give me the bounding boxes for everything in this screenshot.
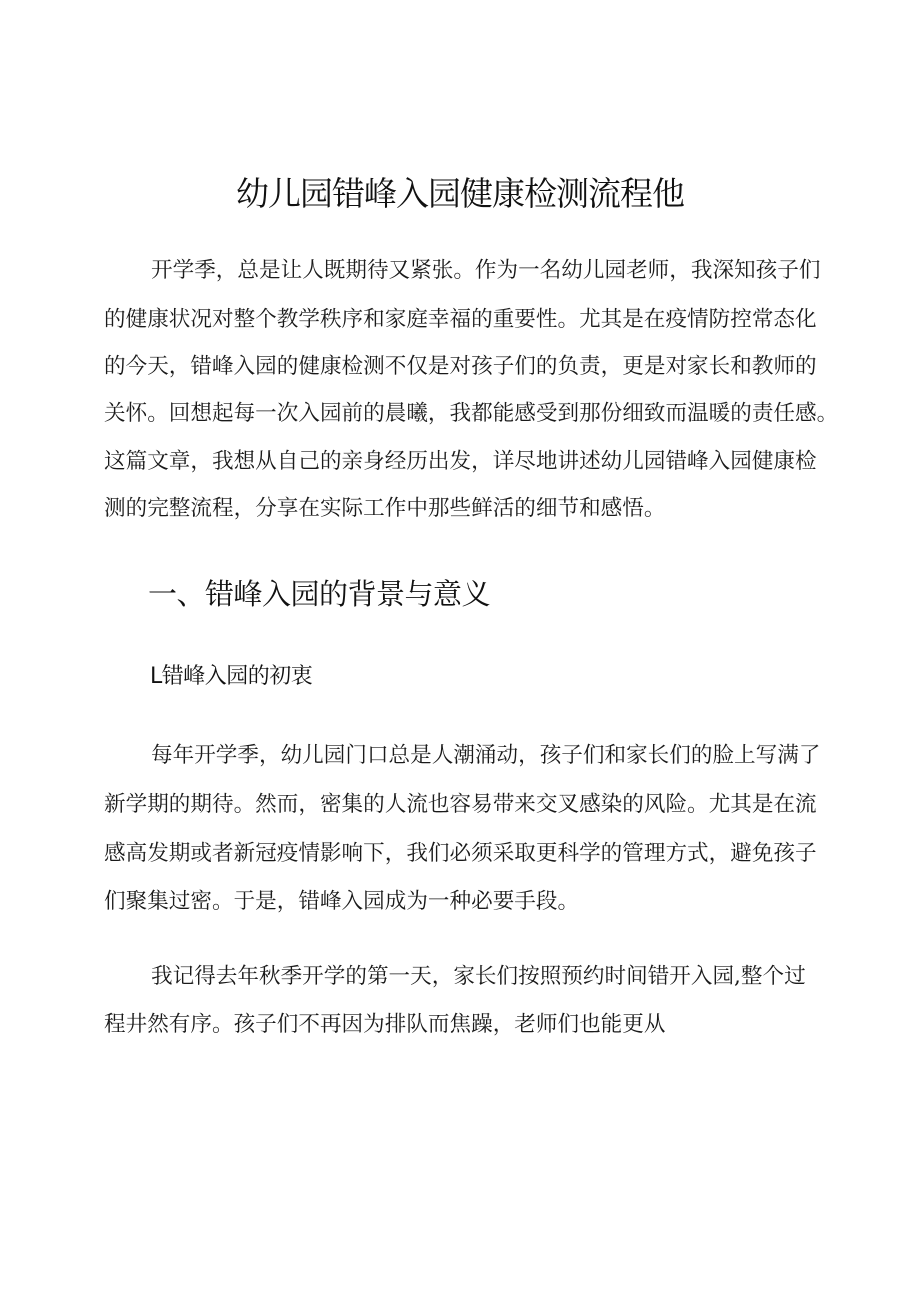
body-line: 我记得去年秋季开学的第一天，家长们按照预约时间错开入园,整个过 <box>151 964 806 989</box>
body-line: 每年开学季，幼儿园门口总是人潮涌动，孩子们和家长们的脸上写满了 <box>151 743 821 768</box>
intro-line: 的今天，错峰入园的健康检测不仅是对孩子们的负责，更是对家长和教师的 <box>104 354 817 379</box>
body-line: 感高发期或者新冠疫情影响下，我们必须采取更科学的管理方式，避免孩子 <box>104 841 817 866</box>
intro-line: 这篇文章，我想从自己的亲身经历出发，详尽地讲述幼儿园错峰入园健康检 <box>104 449 817 474</box>
body-line: 新学期的期待。然而，密集的人流也容易带来交叉感染的风险。尤其是在流 <box>104 792 817 817</box>
intro-line: 开学季，总是让人既期待又紧张。作为一名幼儿园老师，我深知孩子们 <box>151 258 821 283</box>
document-title: 幼儿园错峰入园健康检测流程他 <box>236 174 684 213</box>
sub-heading: L错峰入园的初衷 <box>150 664 313 689</box>
intro-line: 测的完整流程，分享在实际工作中那些鲜活的细节和感悟。 <box>104 496 666 521</box>
section-heading: 一、错峰入园的背景与意义 <box>148 577 491 611</box>
body-line: 们聚集过密。于是，错峰入园成为一种必要手段。 <box>104 889 580 914</box>
intro-line: 的健康状况对整个教学秩序和家庭幸福的重要性。尤其是在疫情防控常态化 <box>104 307 817 332</box>
body-line: 程井然有序。孩子们不再因为排队而焦躁，老师们也能更从 <box>104 1012 666 1037</box>
intro-line: 关怀。回想起每一次入园前的晨曦，我都能感受到那份细致而温暖的责任感。 <box>104 401 839 426</box>
